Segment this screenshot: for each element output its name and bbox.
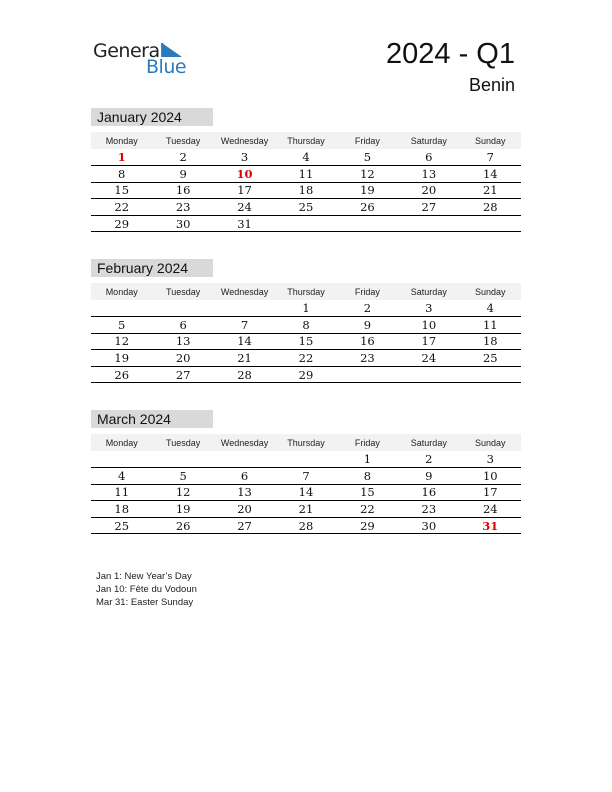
day-cell: 19 xyxy=(91,350,152,367)
month-label: January 2024 xyxy=(91,108,213,126)
calendar-table xyxy=(91,434,521,534)
weekday-header: Saturday xyxy=(398,283,459,300)
day-cell: 22 xyxy=(275,350,336,367)
day-cell: 23 xyxy=(337,350,398,367)
day-cell: 29 xyxy=(275,366,336,383)
day-cell: 4 xyxy=(91,468,152,485)
month-march xyxy=(91,410,521,534)
weekday-header: Monday xyxy=(91,434,152,451)
empty-day-cell xyxy=(91,300,152,317)
day-cell: 12 xyxy=(337,166,398,183)
day-cell: 26 xyxy=(91,366,152,383)
day-cell: 8 xyxy=(275,317,336,334)
weekday-header-row xyxy=(91,283,521,300)
empty-day-cell xyxy=(214,451,275,468)
weekday-header: Wednesday xyxy=(214,434,275,451)
holiday-note: Mar 31: Easter Sunday xyxy=(96,597,194,609)
day-cell: 28 xyxy=(460,199,521,216)
week-row xyxy=(91,317,521,334)
weekday-header: Tuesday xyxy=(152,283,213,300)
weekday-header: Tuesday xyxy=(152,132,213,149)
weekday-header: Monday xyxy=(91,283,152,300)
day-cell: 27 xyxy=(398,199,459,216)
day-cell: 5 xyxy=(91,317,152,334)
day-cell: 3 xyxy=(460,451,521,468)
day-cell: 15 xyxy=(275,333,336,350)
day-cell: 21 xyxy=(214,350,275,367)
day-cell: 24 xyxy=(398,350,459,367)
weekday-header: Thursday xyxy=(275,132,336,149)
week-row xyxy=(91,199,521,216)
day-cell: 25 xyxy=(275,199,336,216)
weekday-header: Friday xyxy=(337,283,398,300)
empty-day-cell xyxy=(275,451,336,468)
day-cell: 3 xyxy=(398,300,459,317)
day-cell: 19 xyxy=(152,501,213,518)
day-cell: 5 xyxy=(337,149,398,166)
day-cell: 8 xyxy=(337,468,398,485)
weekday-header: Thursday xyxy=(275,434,336,451)
weekday-header: Sunday xyxy=(460,434,521,451)
page-title: 2024 - Q1 xyxy=(386,38,515,70)
day-cell: 20 xyxy=(214,501,275,518)
holiday-notes xyxy=(96,570,197,610)
empty-day-cell xyxy=(214,300,275,317)
day-cell: 2 xyxy=(337,300,398,317)
month-january xyxy=(91,108,521,232)
day-cell: 26 xyxy=(152,517,213,534)
empty-day-cell xyxy=(398,366,459,383)
day-cell: 14 xyxy=(275,484,336,501)
day-cell: 17 xyxy=(398,333,459,350)
day-cell: 16 xyxy=(398,484,459,501)
empty-day-cell xyxy=(337,366,398,383)
day-cell: 27 xyxy=(214,517,275,534)
week-row xyxy=(91,350,521,367)
day-cell: 2 xyxy=(398,451,459,468)
day-cell: 29 xyxy=(337,517,398,534)
week-row xyxy=(91,484,521,501)
empty-day-cell xyxy=(460,366,521,383)
weekday-header: Friday xyxy=(337,132,398,149)
day-cell: 17 xyxy=(460,484,521,501)
day-cell: 11 xyxy=(275,166,336,183)
day-cell: 22 xyxy=(337,501,398,518)
day-cell: 24 xyxy=(214,199,275,216)
week-row xyxy=(91,300,521,317)
logo-triangle-icon xyxy=(162,43,182,57)
day-cell: 26 xyxy=(337,199,398,216)
empty-day-cell xyxy=(398,215,459,232)
day-cell: 14 xyxy=(460,166,521,183)
day-cell: 4 xyxy=(275,149,336,166)
day-cell: 15 xyxy=(91,182,152,199)
day-cell: 7 xyxy=(275,468,336,485)
day-cell: 7 xyxy=(460,149,521,166)
day-cell: 6 xyxy=(152,317,213,334)
day-cell: 29 xyxy=(91,215,152,232)
weekday-header: Wednesday xyxy=(214,283,275,300)
day-cell: 20 xyxy=(398,182,459,199)
holiday-note: Jan 1: New Year’s Day xyxy=(96,571,192,582)
day-cell: 21 xyxy=(460,182,521,199)
empty-day-cell xyxy=(275,215,336,232)
weekday-header: Sunday xyxy=(460,283,521,300)
week-row xyxy=(91,149,521,166)
weekday-header: Wednesday xyxy=(214,132,275,149)
day-cell: 3 xyxy=(214,149,275,166)
day-cell: 18 xyxy=(91,501,152,518)
day-cell: 15 xyxy=(337,484,398,501)
weekday-header: Tuesday xyxy=(152,434,213,451)
day-cell: 12 xyxy=(152,484,213,501)
weekday-header-row xyxy=(91,434,521,451)
day-cell: 25 xyxy=(460,350,521,367)
calendar-table xyxy=(91,132,521,232)
country-name: Benin xyxy=(468,75,515,95)
day-cell: 28 xyxy=(275,517,336,534)
day-cell: 11 xyxy=(91,484,152,501)
day-cell: 12 xyxy=(91,333,152,350)
weekday-header: Sunday xyxy=(460,132,521,149)
week-row xyxy=(91,501,521,518)
day-cell: 13 xyxy=(152,333,213,350)
day-cell: 21 xyxy=(275,501,336,518)
weekday-header: Thursday xyxy=(275,283,336,300)
month-label: March 2024 xyxy=(91,410,213,428)
empty-day-cell xyxy=(152,300,213,317)
day-cell: 9 xyxy=(337,317,398,334)
day-cell: 16 xyxy=(152,182,213,199)
logo-word-general: General xyxy=(93,40,165,62)
week-row xyxy=(91,468,521,485)
day-cell: 7 xyxy=(214,317,275,334)
day-cell: 10 xyxy=(398,317,459,334)
empty-day-cell xyxy=(460,215,521,232)
holiday-day-cell: 31 xyxy=(460,517,521,534)
month-label: February 2024 xyxy=(91,259,213,277)
day-cell: 9 xyxy=(152,166,213,183)
day-cell: 17 xyxy=(214,182,275,199)
day-cell: 6 xyxy=(398,149,459,166)
day-cell: 20 xyxy=(152,350,213,367)
week-row xyxy=(91,366,521,383)
week-row xyxy=(91,451,521,468)
day-cell: 6 xyxy=(214,468,275,485)
weekday-header: Friday xyxy=(337,434,398,451)
empty-day-cell xyxy=(91,451,152,468)
day-cell: 23 xyxy=(398,501,459,518)
day-cell: 27 xyxy=(152,366,213,383)
day-cell: 18 xyxy=(460,333,521,350)
day-cell: 23 xyxy=(152,199,213,216)
empty-day-cell xyxy=(152,451,213,468)
day-cell: 10 xyxy=(460,468,521,485)
day-cell: 16 xyxy=(337,333,398,350)
month-february xyxy=(91,259,521,383)
day-cell: 1 xyxy=(275,300,336,317)
day-cell: 28 xyxy=(214,366,275,383)
logo xyxy=(93,40,193,80)
day-cell: 30 xyxy=(152,215,213,232)
week-row xyxy=(91,333,521,350)
day-cell: 2 xyxy=(152,149,213,166)
week-row xyxy=(91,517,521,534)
day-cell: 24 xyxy=(460,501,521,518)
holiday-day-cell: 10 xyxy=(214,166,275,183)
calendar-table xyxy=(91,283,521,383)
day-cell: 22 xyxy=(91,199,152,216)
day-cell: 5 xyxy=(152,468,213,485)
day-cell: 9 xyxy=(398,468,459,485)
week-row xyxy=(91,215,521,232)
day-cell: 25 xyxy=(91,517,152,534)
day-cell: 8 xyxy=(91,166,152,183)
day-cell: 13 xyxy=(398,166,459,183)
day-cell: 19 xyxy=(337,182,398,199)
day-cell: 14 xyxy=(214,333,275,350)
day-cell: 13 xyxy=(214,484,275,501)
holiday-day-cell: 1 xyxy=(91,149,152,166)
weekday-header: Monday xyxy=(91,132,152,149)
weekday-header-row xyxy=(91,132,521,149)
day-cell: 11 xyxy=(460,317,521,334)
day-cell: 18 xyxy=(275,182,336,199)
logo-word-blue: Blue xyxy=(146,56,187,78)
day-cell: 4 xyxy=(460,300,521,317)
week-row xyxy=(91,166,521,183)
day-cell: 31 xyxy=(214,215,275,232)
empty-day-cell xyxy=(337,215,398,232)
weekday-header: Saturday xyxy=(398,132,459,149)
weekday-header: Saturday xyxy=(398,434,459,451)
day-cell: 1 xyxy=(337,451,398,468)
day-cell: 30 xyxy=(398,517,459,534)
week-row xyxy=(91,182,521,199)
holiday-note: Jan 10: Fête du Vodoun xyxy=(96,584,197,596)
